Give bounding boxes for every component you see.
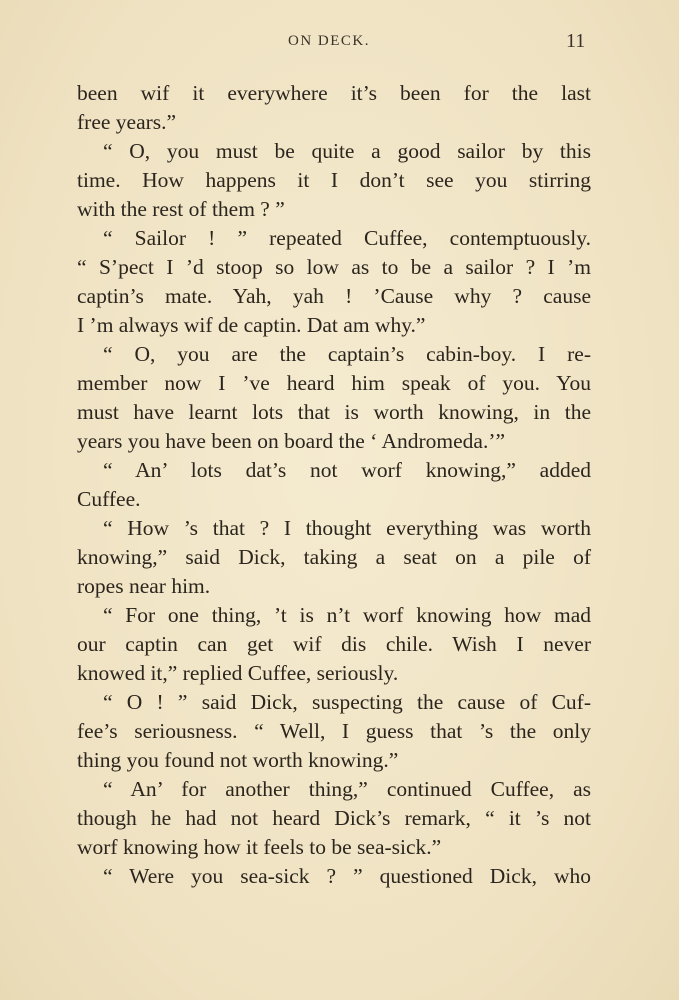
text-line: thing you found not worth knowing.” <box>77 748 399 772</box>
text-line: worf knowing how it feels to be sea-sick.” <box>77 835 442 859</box>
text-line: “ How ’s that ? I thought everything was worth <box>103 516 591 540</box>
body-text <box>77 79 591 891</box>
page-number: 11 <box>566 30 586 52</box>
text-line: must have learnt lots that is worth knowing, in the <box>77 400 591 424</box>
text-line: with the rest of them ? ” <box>77 197 285 221</box>
text-line: captin’s mate. Yah, yah ! ’Cause why ? cause <box>77 284 591 308</box>
text-line: “ O, you are the captain’s cabin-boy. I re- <box>103 342 591 366</box>
running-title: ON DECK. <box>288 33 370 49</box>
text-line: ropes near him. <box>77 574 211 598</box>
text-line: “ O ! ” said Dick, suspecting the cause of Cuf- <box>103 690 591 714</box>
running-head <box>0 30 679 54</box>
text-line: years you have been on board the ‘ Andromeda.’” <box>77 429 506 453</box>
text-line: “ An’ for another thing,” continued Cuffee, as <box>103 777 591 801</box>
text-line: “ O, you must be quite a good sailor by this <box>103 139 591 163</box>
text-line: been wif it everywhere it’s been for the last <box>77 81 591 105</box>
text-line: time. How happens it I don’t see you stirring <box>77 168 591 192</box>
text-line: our captin can get wif dis chile. Wish I never <box>77 632 591 656</box>
text-line: “ For one thing, ’t is n’t worf knowing how mad <box>103 603 591 627</box>
text-line: fee’s seriousness. “ Well, I guess that ’s the only <box>77 719 591 743</box>
text-line: “ S’pect I ’d stoop so low as to be a sailor ? I ’m <box>77 255 591 279</box>
text-line: member now I ’ve heard him speak of you. You <box>77 371 591 395</box>
text-line: knowing,” said Dick, taking a seat on a pile of <box>77 545 591 569</box>
text-line: knowed it,” replied Cuffee, seriously. <box>77 661 399 685</box>
text-line: though he had not heard Dick’s remark, “ it ’s not <box>77 806 591 830</box>
text-line: “ Sailor ! ” repeated Cuffee, contemptuously. <box>103 226 591 250</box>
text-line: “ An’ lots dat’s not worf knowing,” added <box>103 458 591 482</box>
text-line: Cuffee. <box>77 487 141 511</box>
text-line: I ’m always wif de captin. Dat am why.” <box>77 313 426 337</box>
text-line: free years.” <box>77 110 177 134</box>
text-line: “ Were you sea-sick ? ” questioned Dick, who <box>103 864 591 888</box>
